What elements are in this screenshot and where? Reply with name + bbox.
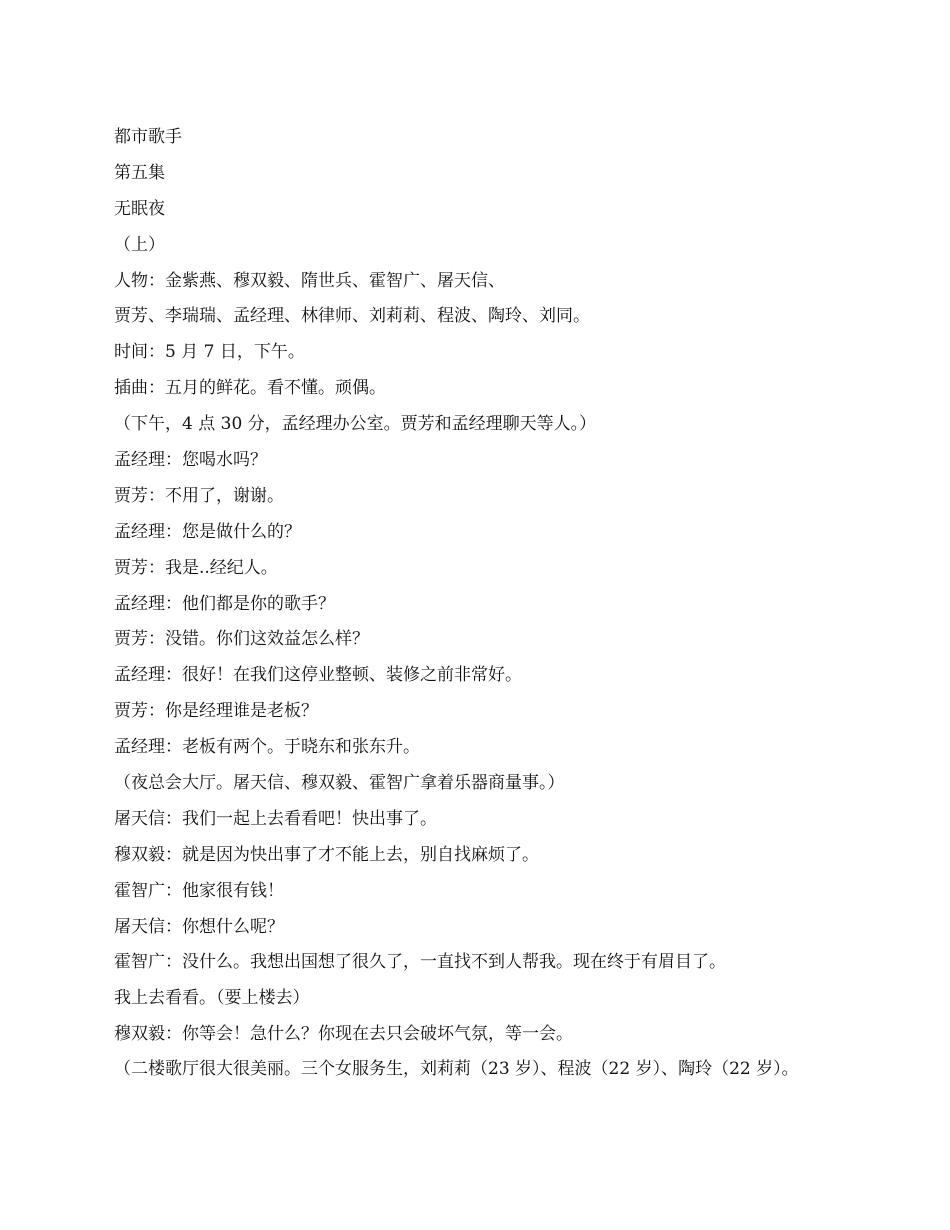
dialogue-line: 贾芳：不用了，谢谢。 <box>114 485 284 506</box>
episode-number: 第五集 <box>114 162 165 183</box>
stage-direction: （二楼歌厅很大很美丽。三个女服务生，刘莉莉（23 岁）、程波（22 岁）、陶玲（22 岁）。 <box>114 1059 799 1080</box>
characters-line: 人物：金紫燕、穆双毅、隋世兵、霍智广、屠天信、 <box>114 270 505 291</box>
dialogue-line: 我上去看看。（要上楼去） <box>114 988 310 1009</box>
dialogue-line: 孟经理：老板有两个。于晓东和张东升。 <box>114 737 420 758</box>
stage-direction: （夜总会大厅。屠天信、穆双毅、霍智广拿着乐器商量事。） <box>114 773 565 794</box>
dialogue-line: 贾芳：我是..经纪人。 <box>114 557 278 578</box>
dialogue-line: 孟经理：您喝水吗？ <box>114 450 267 471</box>
dialogue-line: 孟经理：您是做什么的？ <box>114 521 301 542</box>
dialogue-line: 屠天信：你想什么呢？ <box>114 916 284 937</box>
document-title: 都市歌手 <box>114 127 182 147</box>
dialogue-line: 贾芳：你是经理谁是老板？ <box>114 701 318 722</box>
dialogue-line: 霍智广：他家很有钱！ <box>114 880 284 901</box>
songs-line: 插曲：五月的鲜花。看不懂。顽偶。 <box>114 378 386 399</box>
dialogue-line: 屠天信：我们一起上去看看吧！快出事了。 <box>114 808 437 829</box>
dialogue-line: 孟经理：他们都是你的歌手？ <box>114 593 335 614</box>
script-text <box>114 124 824 1091</box>
part-label: （上） <box>114 234 165 255</box>
dialogue-line: 穆双毅：你等会！急什么？你现在去只会破坏气氛，等一会。 <box>114 1024 573 1045</box>
dialogue-line: 穆双毅：就是因为快出事了才不能上去，别自找麻烦了。 <box>114 844 539 865</box>
stage-direction: （下午，4 点 30 分，孟经理办公室。贾芳和孟经理聊天等人。） <box>114 414 597 435</box>
episode-title: 无眠夜 <box>114 198 165 219</box>
dialogue-line: 贾芳：没错。你们这效益怎么样？ <box>114 629 369 650</box>
dialogue-line: 霍智广：没什么。我想出国想了很久了，一直找不到人帮我。现在终于有眉目了。 <box>114 952 726 973</box>
characters-line: 贾芳、李瑞瑞、孟经理、林律师、刘莉莉、程波、陶玲、刘同。 <box>114 306 590 327</box>
time-line: 时间：5 月 7 日，下午。 <box>114 342 305 363</box>
dialogue-line: 孟经理：很好！在我们这停业整顿、装修之前非常好。 <box>114 665 522 686</box>
